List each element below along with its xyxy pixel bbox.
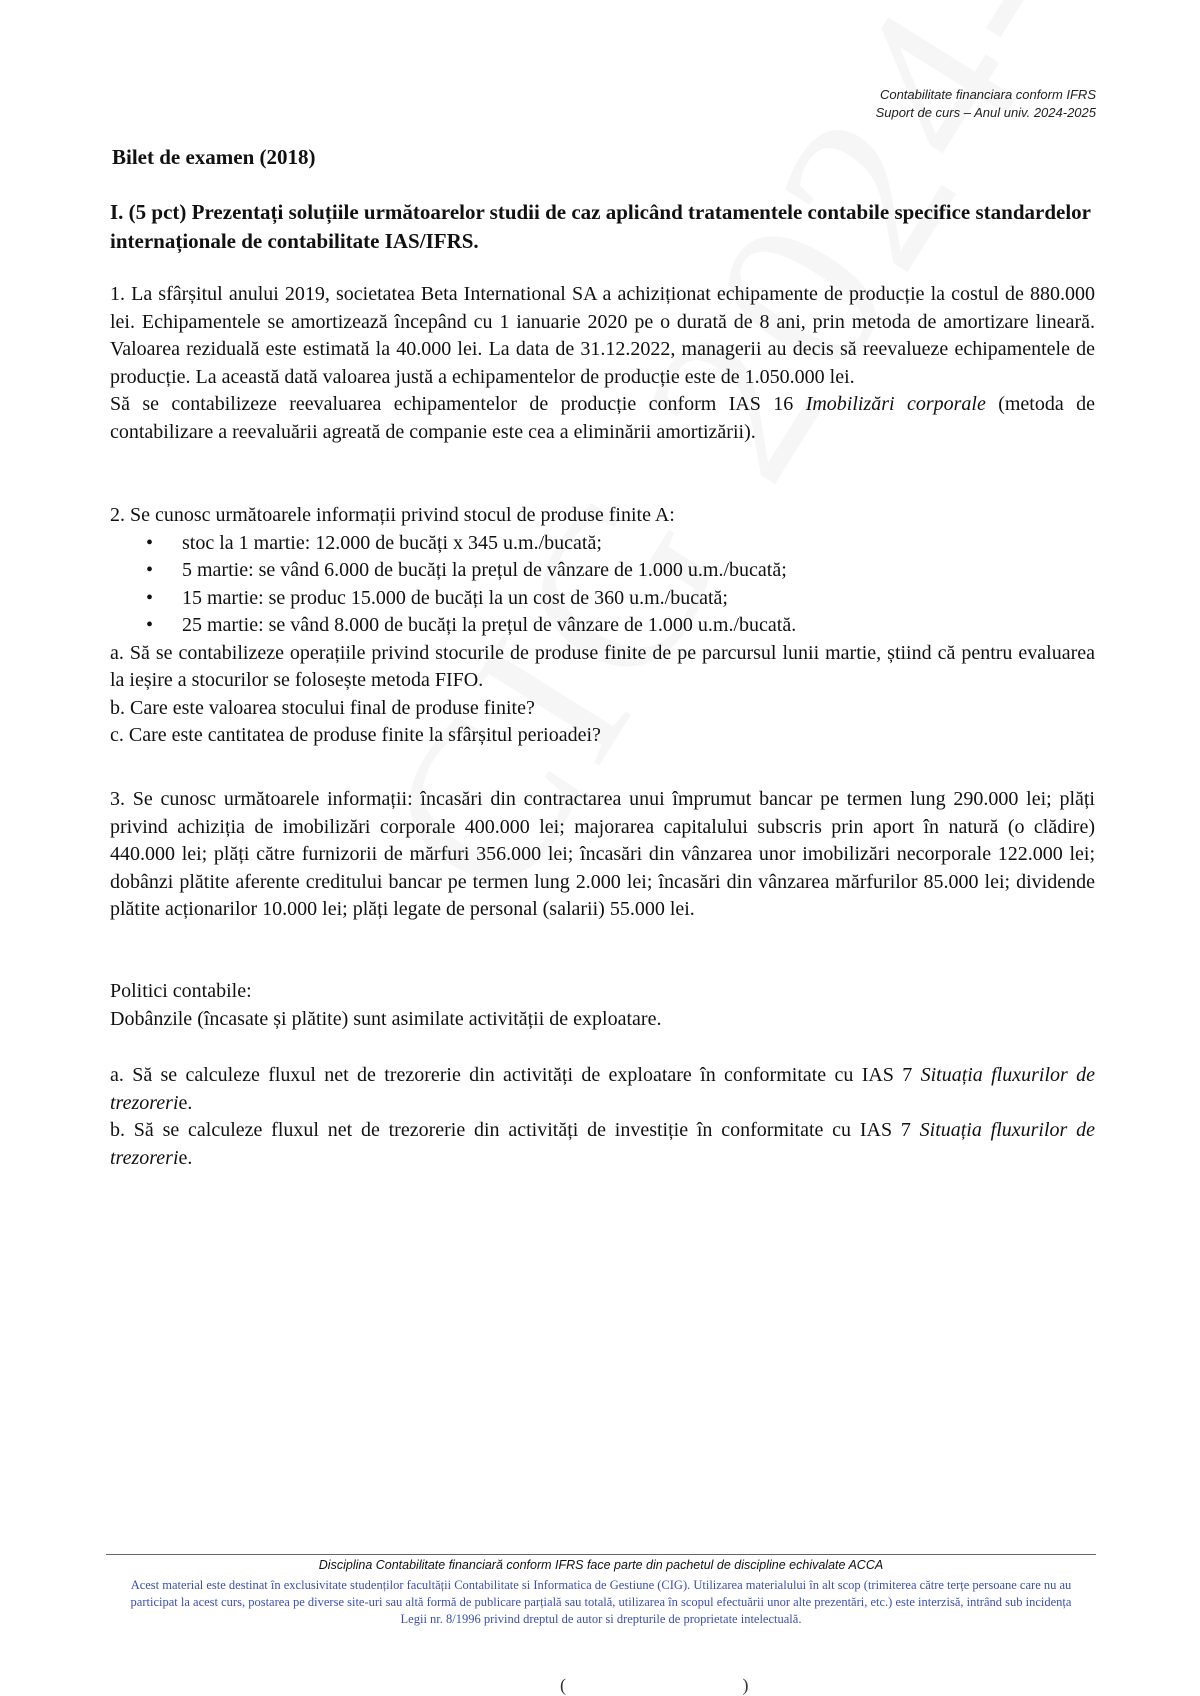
question-2-intro: 2. Se cunosc următoarele informații privind stocul de produse finite A: xyxy=(110,504,675,526)
stock-bullet-list xyxy=(110,530,1095,640)
footer-divider xyxy=(106,1554,1096,1555)
subtask-b xyxy=(110,1117,1095,1172)
accounting-policies xyxy=(110,978,1095,1033)
question-3-subtasks xyxy=(110,1062,1095,1172)
question-3 xyxy=(110,786,1095,924)
list-item: • 15 martie: se produc 15.000 de bucăți la un cost de 360 u.m./bucată; xyxy=(182,585,1095,613)
page-marks: ( ) xyxy=(560,1675,835,1695)
footer-copyright-notice: Acest material este destinat în exclusivitate studenților facultății Contabilitate si Informatica de Gestiune (CIG). Utilizarea materialului în alt scop (trimiterea către terțe persoane care nu au participat la acest curs, postarea pe diverse site-uri sau altă formă de publicare parțială sau totală, utilizarea în scopul efectuării unor alte prezentări, etc.) este interzisă, intrând sub incidența Legii nr. 8/1996 privind dreptul de autor si drepturile de proprietate intelectuală. xyxy=(130,1578,1072,1626)
header-academic-year: Suport de curs – Anul univ. 2024-2025 xyxy=(875,105,1096,120)
question-1-task xyxy=(110,391,1095,446)
subtask-a-italic: Situația fluxurilor de trezoreri xyxy=(110,1064,1095,1114)
question-3-text: 3. Se cunosc următoarele informații: încasări din contractarea unui împrumut bancar pe termen lung 290.000 lei; plăți privind achiziția de imobilizări corporale 400.000 lei; majorarea capitalului subscris prin aport în natură (o clădire) 440.000 lei; plăți către furnizorii de mărfuri 356.000 lei; încasări din vânzarea unor imobilizări necorporale 122.000 lei; dobânzi plătite aferente creditului bancar pe termen lung 2.000 lei; încasări din vânzarea mărfurilor 85.000 lei; dividende plătite acționarilor 10.000 lei; plăți legate de personal (salarii) 55.000 lei. xyxy=(110,788,1095,920)
question-1-text: 1. La sfârșitul anului 2019, societatea Beta International SA a achiziționat echipamente de producție la costul de 880.000 lei. Echipamentele se amortizează începând cu 1 ianuarie 2020 pe o durată de 8 ani, prin metoda de amortizare lineară. Valoarea reziduală este estimată la 40.000 lei. La data de 31.12.2022, managerii au decis să reevalueze echipamentele de producție. La această dată valoarea justă a echipamentelor de producție este de 1.050.000 lei. xyxy=(110,283,1095,388)
question-2-a: a. Să se contabilizeze operațiile privind stocurile de produse finite de pe parcursul lunii martie, știind că pentru evaluarea la ieșire a stocurilor se folosește metoda FIFO. xyxy=(110,641,1095,691)
list-item: • 25 martie: se vând 8.000 de bucăți la prețul de vânzare de 1.000 u.m./bucată. xyxy=(182,612,1095,640)
list-item: • stoc la 1 martie: 12.000 de bucăți x 345 u.m./bucată; xyxy=(182,530,1095,558)
policies-text: Dobânzile (încasate și plătite) sunt asimilate activității de exploatare. xyxy=(110,1007,662,1030)
question-2 xyxy=(110,502,1095,750)
question-2-b: b. Care este valoarea stocului final de produse finite? xyxy=(110,696,535,719)
task-text: Să se contabilizeze reevaluarea echipamentelor de producție conform IAS 16 xyxy=(110,393,806,415)
policies-heading: Politici contabile: xyxy=(110,980,252,1002)
footer-discipline-note: Disciplina Contabilitate financiară conform IFRS face parte din pachetul de discipline echivalate ACCA xyxy=(318,1558,884,1572)
subtask-a xyxy=(110,1062,1095,1117)
question-2-c: c. Care este cantitatea de produse finite la sfârșitul perioadei? xyxy=(110,724,601,746)
subtask-b-text: b. Să se calculeze fluxul net de trezorerie din activități de investiție în conformitate cu IAS 7 xyxy=(110,1119,920,1141)
question-1 xyxy=(110,281,1095,446)
subtask-b-end: e. xyxy=(178,1146,193,1169)
header-course-title: Contabilitate financiara conform IFRS xyxy=(879,87,1096,102)
list-item: • 5 martie: se vând 6.000 de bucăți la prețul de vânzare de 1.000 u.m./bucată; xyxy=(182,557,1095,585)
subtask-a-text: a. Să se calculeze fluxul net de trezorerie din activități de exploatare în conformitate cu IAS 7 xyxy=(110,1064,921,1086)
task-italic-standard: Imobilizări corporale xyxy=(805,393,986,415)
section-heading: I. (5 pct) Prezentați soluțiile următoarelor studii de caz aplicând tratamentele contabile specifice standardelor internaționale de contabilitate IAS/IFRS. xyxy=(110,200,1091,253)
subtask-b-italic: Situația fluxurilor de trezoreri xyxy=(110,1119,1095,1169)
subtask-a-end: e. xyxy=(178,1091,193,1114)
page-title: Bilet de examen (2018) xyxy=(112,145,316,169)
task-text-end: (metoda de contabilizare a reevaluării agreată de companie este cea a eliminării amortizării). xyxy=(110,393,1095,443)
